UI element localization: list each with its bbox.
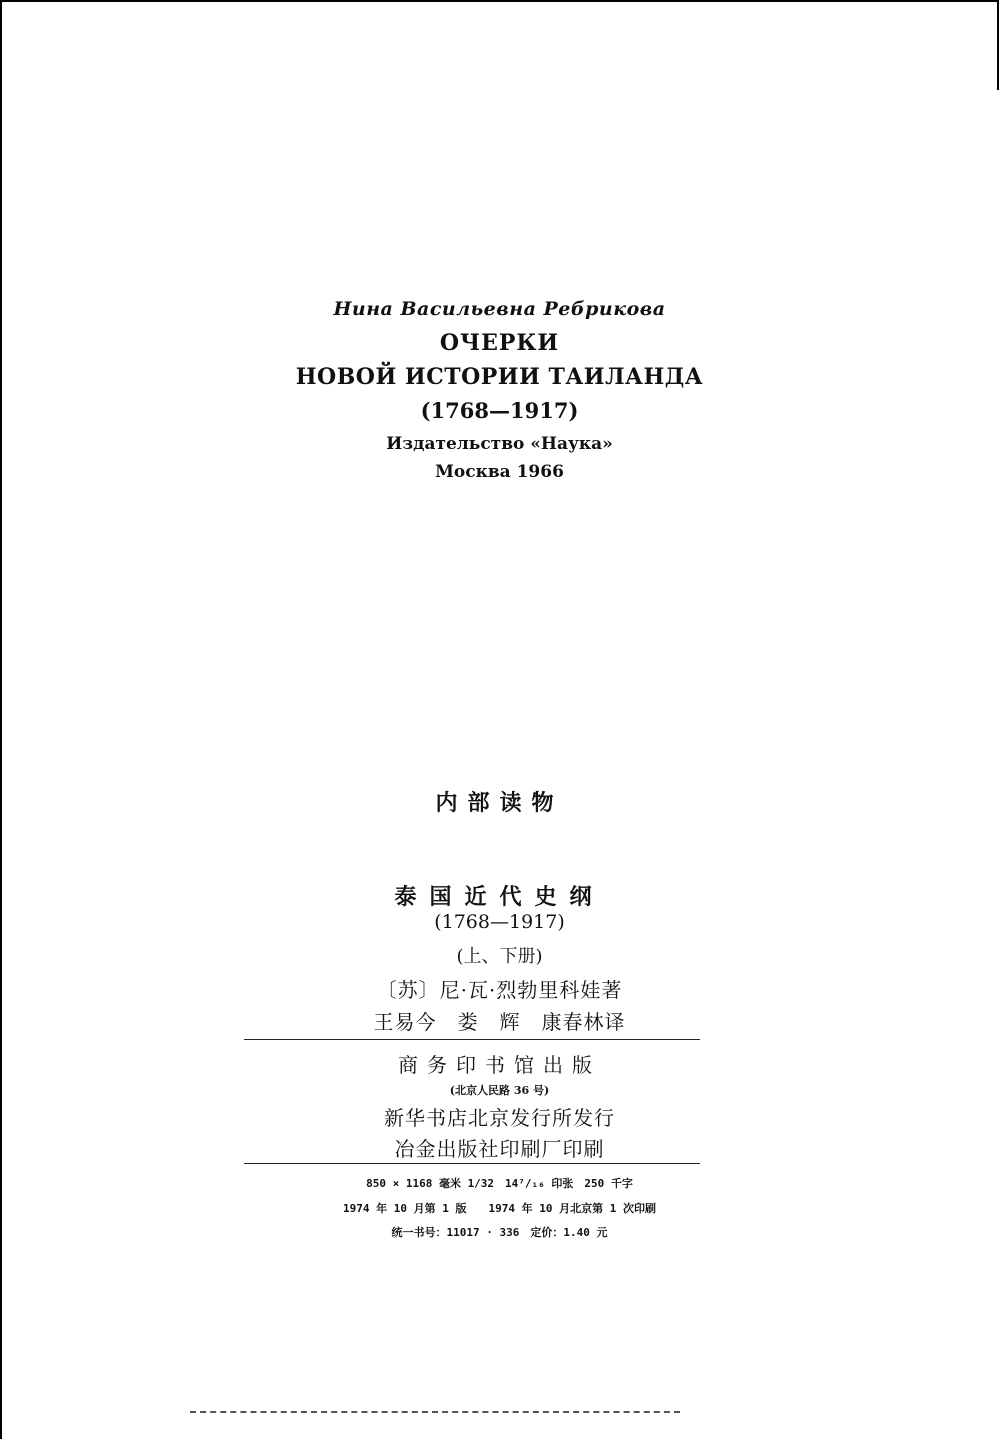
russian-title-line1: ОЧЕРКИ <box>439 330 560 356</box>
chinese-years: (1768—1917) <box>434 911 565 933</box>
print-specs: 850 × 1168 毫米 1/32 14⁷/₁₆ 印张 250 千字 <box>366 1177 633 1190</box>
edition-info: 1974 年 10 月第 1 版 1974 年 10 月北京第 1 次印刷 <box>343 1202 656 1215</box>
chinese-authors: 〔苏〕尼·瓦·烈勃里科娃著 <box>376 978 623 1002</box>
chinese-translators: 王易今 娄 辉 康春林译 <box>373 1010 626 1034</box>
russian-author: Нина Васильевна Ребрикова <box>333 298 666 320</box>
russian-title-line2: НОВОЙ ИСТОРИИ ТАИЛАНДА <box>295 364 704 390</box>
chinese-press: 商务印书馆出版 <box>398 1053 601 1077</box>
scan-artifact-line <box>190 1411 680 1413</box>
chinese-title: 泰国近代史纲 <box>394 884 605 910</box>
chinese-volumes: (上、下册) <box>456 946 543 967</box>
chinese-printer: 冶金出版社印刷厂印刷 <box>394 1137 605 1161</box>
russian-city-year: Москва 1966 <box>435 462 564 482</box>
chinese-press-address: (北京人民路 36 号) <box>449 1084 550 1097</box>
chinese-distributor: 新华书店北京发行所发行 <box>384 1106 615 1130</box>
page-border-top <box>0 0 999 2</box>
book-number-price: 统一书号：11017 · 336 定价：1.40 元 <box>391 1226 608 1239</box>
internal-reading-label: 内部读物 <box>435 790 564 816</box>
divider-top <box>244 1039 700 1040</box>
russian-publisher: Издательство «Наука» <box>386 434 613 454</box>
divider-bottom <box>244 1163 700 1164</box>
russian-years: (1768—1917) <box>420 398 579 423</box>
